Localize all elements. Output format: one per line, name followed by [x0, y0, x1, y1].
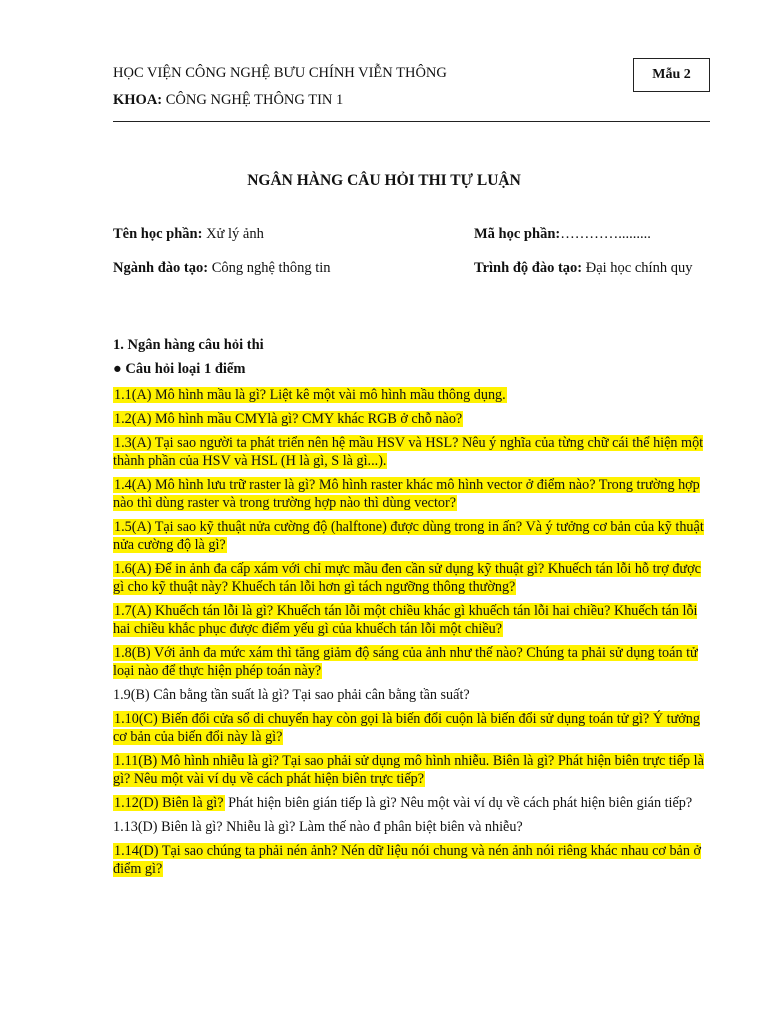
level-value: Đại học chính quy	[585, 260, 693, 276]
question-item	[113, 386, 713, 404]
question-highlighted-text: 1.2(A) Mô hình mầu CMYlà gì? CMY khác RGB ở chỗ nào?	[114, 411, 463, 427]
course-code-line	[474, 226, 651, 243]
subsection-heading: ● Câu hỏi loại 1 điểm	[113, 361, 246, 377]
question-item	[113, 434, 713, 470]
question-item	[113, 686, 713, 704]
question-list	[113, 386, 713, 884]
course-name-line	[113, 226, 264, 243]
level-line	[474, 260, 692, 277]
question-highlighted-text: 1.1(A) Mô hình mầu là gì? Liệt kê một vài mô hình mầu thông dụng.	[114, 387, 506, 403]
question-highlighted-text: 1.11(B) Mô hình nhiễu là gì? Tại sao phải sử dụng mô hình nhiễu. Biên là gì? Phát hiện biên trực tiếp là gì? Nêu một vài ví dụ về cách phát hiện biên trực tiếp?	[113, 753, 704, 787]
question-item	[113, 602, 713, 638]
question-item	[113, 794, 713, 812]
form-code: Mẫu 2	[652, 67, 691, 82]
question-highlighted-text: 1.7(A) Khuếch tán lỗi là gì? Khuếch tán lỗi một chiều khác gì khuếch tán lỗi hai chiều? Khuếch tán lỗi hai chiều khắc phục được điểm yếu gì của khuếch tán lỗi một chiều?	[113, 603, 698, 637]
course-code-value: ………….........	[560, 226, 651, 242]
question-highlighted-text: 1.14(D) Tại sao chúng ta phải nén ảnh? Nén dữ liệu nói chung và nén ảnh nói riêng khác nhau cơ bản ở điểm gì?	[113, 843, 702, 877]
question-highlighted-text: 1.4(A) Mô hình lưu trữ raster là gì? Mô hình raster khác mô hình vector ở điểm nào? Trong trường hợp nào thì dùng raster và trong trường hợp nào thì dùng vector?	[113, 477, 700, 511]
major-value: Công nghệ thông tin	[211, 260, 331, 276]
question-highlighted-text: 1.12(D) Biên là gì?	[114, 795, 224, 811]
question-item	[113, 560, 713, 596]
faculty-value: CÔNG NGHỆ THÔNG TIN 1	[165, 92, 344, 108]
question-highlighted-text: 1.5(A) Tại sao kỹ thuật nửa cường độ (halftone) được dùng trong in ấn? Và ý tưởng cơ bản của kỹ thuật nửa cường độ là gì?	[113, 519, 704, 553]
question-text: Phát hiện biên gián tiếp là gì? Nêu một vài ví dụ về cách phát hiện biên gián tiếp?	[224, 795, 693, 811]
section-heading: 1. Ngân hàng câu hỏi thi	[113, 337, 264, 353]
question-highlighted-text: 1.3(A) Tại sao người ta phát triển nên hệ mầu HSV và HSL? Nêu ý nghĩa của từng chữ cái thể hiện một thành phần của HSV và HSL (H là gì, S là gì...).	[113, 435, 704, 469]
level-label: Trình độ đào tạo:	[474, 260, 583, 276]
question-item	[113, 710, 713, 746]
faculty-label: KHOA:	[113, 92, 163, 108]
question-item	[113, 818, 713, 836]
page-title: NGÂN HÀNG CÂU HỎI THI TỰ LUẬN	[247, 172, 521, 189]
question-item	[113, 752, 713, 788]
question-highlighted-text: 1.8(B) Với ảnh đa mức xám thì tăng giảm độ sáng của ảnh như thế nào? Chúng ta phải sử dụng toán tử loại nào để thực hiện phép toán này?	[113, 645, 698, 679]
course-name-value: Xử lý ảnh	[206, 226, 264, 242]
header-divider	[113, 121, 710, 122]
question-highlighted-text: 1.6(A) Để in ảnh đa cấp xám với chỉ mực mầu đen cần sử dụng kỹ thuật gì? Khuếch tán lỗi hỗ trợ được gì cho kỹ thuật này? Khuếch tán lỗi hơn gì tách ngưỡng thông thường?	[113, 561, 701, 595]
form-code-box	[633, 58, 710, 92]
question-highlighted-text: 1.10(C) Biến đổi cửa sổ di chuyển hay còn gọi là biến đổi cuộn là biến đổi sử dụng toán tử gì? Ý tưởng cơ bản của biến đổi này là gì?	[113, 711, 700, 745]
faculty-line	[113, 92, 343, 109]
course-code-label: Mã học phần:	[474, 226, 561, 242]
question-item	[113, 476, 713, 512]
question-item	[113, 842, 713, 878]
institution-name: HỌC VIỆN CÔNG NGHỆ BƯU CHÍNH VIỄN THÔNG	[113, 65, 447, 81]
question-text: 1.9(B) Cân bằng tần suất là gì? Tại sao phải cân bằng tần suất?	[113, 687, 470, 703]
major-line	[113, 260, 331, 277]
question-item	[113, 518, 713, 554]
question-item	[113, 410, 713, 428]
major-label: Ngành đào tạo:	[113, 260, 209, 276]
question-text: 1.13(D) Biên là gì? Nhiễu là gì? Làm thế nào đ phân biệt biên và nhiễu?	[113, 819, 523, 835]
course-name-label: Tên học phần:	[113, 226, 203, 242]
question-item	[113, 644, 713, 680]
